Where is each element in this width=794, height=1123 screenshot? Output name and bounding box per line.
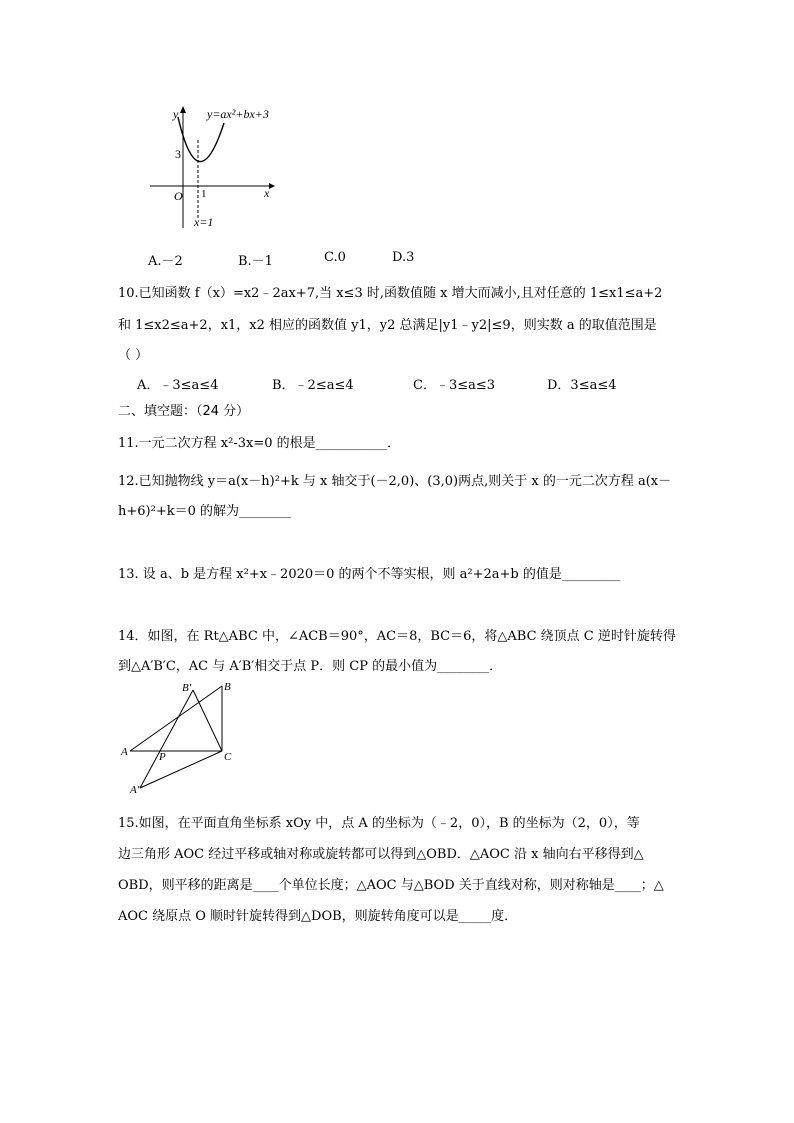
q9-option-b: B.－1 <box>238 254 273 269</box>
point-b-label: B <box>224 681 231 693</box>
point-b-prime-label: B′ <box>182 682 192 694</box>
point-p-label: P <box>159 751 166 763</box>
q11-text: 11.一元二次方程 x²-3x=0 的根是___________． <box>118 436 401 451</box>
y-axis <box>180 106 186 228</box>
q9-option-d: D.3 <box>392 250 415 265</box>
point-a-label: A <box>121 746 128 758</box>
q13-text: 13. 设 a、b 是方程 x²+x﹣2020＝0 的两个不等实根，则 a²+2a+b 的值是_________ <box>118 567 621 582</box>
segment-a-prime-b-prime <box>140 690 193 788</box>
axis-line-label: x=1 <box>194 215 214 229</box>
q10-option-b: B．﹣2≤a≤4 <box>272 378 354 393</box>
q14-line-1: 14．如图，在 Rt△ABC 中，∠ACB＝90°，AC＝8，BC＝6，将△ABC 绕顶点 C 逆时针旋转得 <box>118 629 676 644</box>
rotation-triangle-figure <box>118 678 243 796</box>
q15-line-3: OBD，则平移的距离是____个单位长度；△AOC 与△BOD 关于直线对称，则对称轴是____；△ <box>118 878 664 893</box>
q15-line-1: 15.如图，在平面直角坐标系 xOy 中，点 A 的坐标为（﹣2，0），B 的坐标为（2，0），等 <box>118 816 640 831</box>
parabola-curve <box>178 117 224 162</box>
origin-label: O <box>174 189 183 203</box>
parabola-graph <box>145 100 280 235</box>
q10-line-2: 和 1≤x2≤a+2，x1，x2 相应的函数值 y1，y2 总满足|y1﹣y2|≤9，则实数 a 的取值范围是 <box>118 318 657 333</box>
q10-option-d: D．3≤a≤4 <box>547 378 617 393</box>
equation-label: y=ax²+bx+3 <box>207 107 269 121</box>
q14-line-2: 到△A′B′C，AC 与 A′B′相交于点 P．则 CP 的最小值为________． <box>118 659 503 674</box>
segment-a-prime-c <box>140 751 222 788</box>
segment-b-prime-c <box>193 690 222 751</box>
y-axis-label: y <box>173 107 179 121</box>
q12-line-1: 12.已知抛物线 y＝a(x－h)²+k 与 x 轴交于(－2,0)、(3,0)两点,则关于 x 的一元二次方程 a(x－ <box>118 474 672 489</box>
point-a-prime-label: A′ <box>130 784 140 796</box>
q10-option-a: A．﹣3≤a≤4 <box>137 378 219 393</box>
q10-line-3: （ ） <box>118 348 149 363</box>
tick-label: 1 <box>201 188 207 200</box>
segment-ab <box>130 686 222 751</box>
x-axis <box>150 183 275 189</box>
point-c-label: C <box>224 751 232 763</box>
q9-option-a: A.－2 <box>148 254 183 269</box>
q9-option-c: C.0 <box>324 250 346 265</box>
intercept-label: 3 <box>175 147 181 161</box>
q12-line-2: h+6)²+k＝0 的解为________ <box>118 504 291 519</box>
x-axis-label: x <box>264 186 270 200</box>
q10-option-c: C．﹣3≤a≤3 <box>413 378 496 393</box>
section-heading: 二、填空题：（24 分） <box>118 404 250 419</box>
q10-line-1: 10.已知函数 f（x）=x2﹣2ax+7,当 x≤3 时,函数值随 x 增大而减小,且对任意的 1≤x1≤a+2 <box>118 286 663 301</box>
q15-line-4: AOC 绕原点 O 顺时针旋转得到△DOB，则旋转角度可以是_____度． <box>118 909 518 924</box>
q15-line-2: 边三角形 AOC 经过平移或轴对称或旋转都可以得到△OBD．△AOC 沿 x 轴向右平移得到△ <box>118 847 644 862</box>
